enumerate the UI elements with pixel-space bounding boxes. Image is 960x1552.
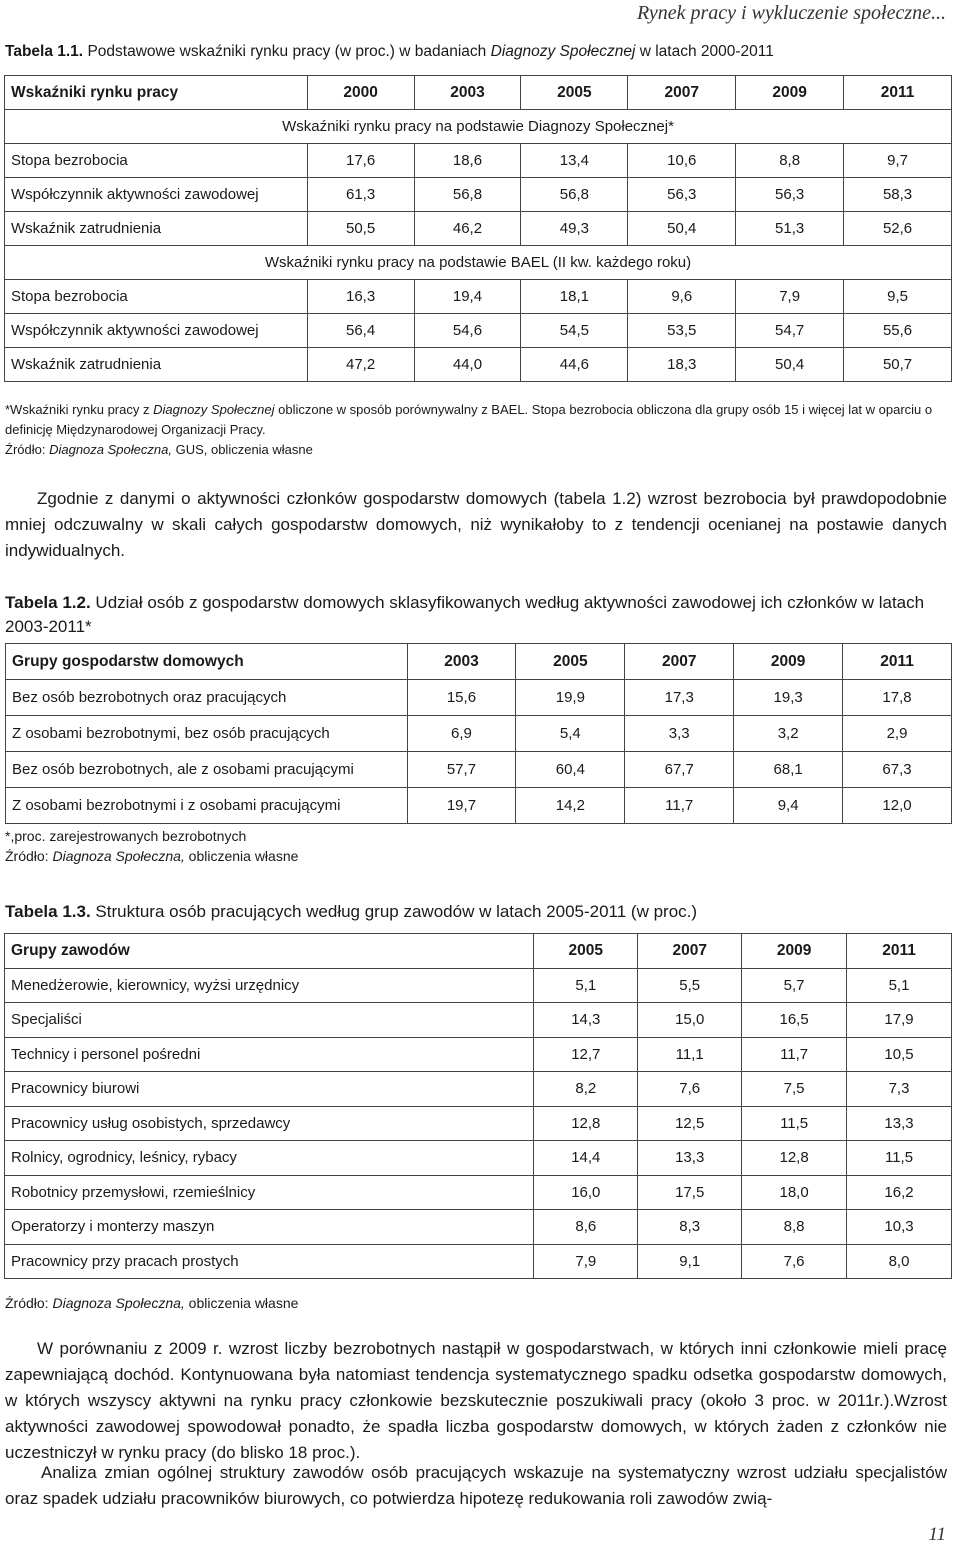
table-cell: 56,3 [736, 178, 844, 212]
table2-caption [5, 591, 953, 639]
table2-source-italic: Diagnoza Społeczna, [52, 848, 185, 864]
table-cell: 53,5 [628, 314, 736, 348]
table-cell: 7,6 [742, 1244, 847, 1279]
table2 [5, 643, 952, 824]
table-cell: 11,7 [742, 1037, 847, 1072]
table1-header-cell: Wskaźniki rynku pracy [5, 76, 308, 110]
table-cell: 17,9 [847, 1003, 952, 1038]
table-cell: 10,3 [847, 1210, 952, 1245]
table2-header-cell: 2003 [407, 644, 516, 680]
table-cell: 10,6 [628, 144, 736, 178]
table3-row-label: Specjaliści [5, 1003, 534, 1038]
table1-note-a: *Wskaźniki rynku pracy z [5, 402, 150, 417]
table-cell: 16,5 [742, 1003, 847, 1038]
table3-row-label: Operatorzy i monterzy maszyn [5, 1210, 534, 1245]
table3-source-italic: Diagnoza Społeczna, [52, 1295, 185, 1311]
table-cell: 18,0 [742, 1175, 847, 1210]
table3 [4, 933, 952, 1279]
table3-source-label: Źródło: [5, 1295, 49, 1311]
table-cell: 12,8 [534, 1106, 638, 1141]
table-row [5, 212, 952, 246]
table3-header-cell: 2009 [742, 934, 847, 969]
table-cell: 15,0 [638, 1003, 742, 1038]
table-cell: 11,5 [742, 1106, 847, 1141]
table-cell: 11,5 [847, 1141, 952, 1176]
table1-source-label: Źródło: [5, 442, 46, 457]
table3-row-label: Robotnicy przemysłowi, rzemieślnicy [5, 1175, 534, 1210]
table-row [5, 1141, 952, 1176]
table-cell: 49,3 [521, 212, 628, 246]
table1-row-label: Wskaźnik zatrudnienia [5, 348, 308, 382]
table-cell: 8,8 [742, 1210, 847, 1245]
table-cell: 8,6 [534, 1210, 638, 1245]
table1-source-rest: GUS, obliczenia własne [175, 442, 313, 457]
table3-source-rest: obliczenia własne [188, 1295, 299, 1311]
paragraph-1: Zgodnie z danymi o aktywności członków gospodarstw domowych (tabela 1.2) wzrost bezrobocia był prawdopodobnie mniej odczuwalny w skali całych gospodarstw domowych, niż wynikałoby to z tendencji ocenianej na postawie danych indywidualnych. [5, 489, 947, 560]
table-cell: 17,6 [307, 144, 414, 178]
table-cell: 12,7 [534, 1037, 638, 1072]
table3-header-row [5, 934, 952, 969]
table2-row-label: Z osobami bezrobotnymi, bez osób pracujących [6, 716, 408, 752]
table3-caption [5, 900, 697, 924]
table-cell: 5,4 [516, 716, 625, 752]
table-cell: 11,1 [638, 1037, 742, 1072]
table-cell: 51,3 [736, 212, 844, 246]
table-cell: 58,3 [844, 178, 952, 212]
table-cell: 3,2 [734, 716, 843, 752]
table-cell: 19,4 [414, 280, 521, 314]
table-cell: 13,4 [521, 144, 628, 178]
table-cell: 9,5 [844, 280, 952, 314]
table-cell: 16,0 [534, 1175, 638, 1210]
table-cell: 13,3 [847, 1106, 952, 1141]
table-cell: 44,6 [521, 348, 628, 382]
table2-row-label: Bez osób bezrobotnych, ale z osobami pracującymi [6, 752, 408, 788]
table-cell: 18,1 [521, 280, 628, 314]
table1-header-row [5, 76, 952, 110]
table-row [5, 1244, 952, 1279]
table-cell: 56,4 [307, 314, 414, 348]
table1-note [5, 400, 953, 460]
table-cell: 5,1 [847, 968, 952, 1003]
table1-row-label: Współczynnik aktywności zawodowej [5, 314, 308, 348]
table-row [6, 752, 952, 788]
table-cell: 7,9 [534, 1244, 638, 1279]
table-cell: 67,3 [843, 752, 952, 788]
paragraph-3: Analiza zmian ogólnej struktury zawodów osób pracujących wskazuje na systematyczny wzrost udziału specjalistów oraz spadek udziału pracowników biurowych, co potwierdza hipotezę redukowania roli zawodów zwią- [5, 1463, 947, 1508]
table2-header-cell: 2007 [625, 644, 734, 680]
table-cell: 16,3 [307, 280, 414, 314]
paragraph-2: W porównaniu z 2009 r. wzrost liczby bezrobotnych nastąpił w gospodarstwach, w których inni członkowie mieli pracę zapewniającą dochód. Kontynuowana była natomiast tendencja systematycznego spadku odsetka gospodarstw domowych, w których wszyscy aktywni na rynku pracy członkowie bezskutecznie poszukiwali pracy (około 3 proc. w 2011r.).Wzrost aktywności zawodowej spowodował ponadto, że spadła liczba gospodarstw domowych, w których żaden z członków nie uczestniczył w rynku pracy (do blisko 18 proc.). [5, 1339, 947, 1462]
table-cell: 7,5 [742, 1072, 847, 1107]
table-row [5, 1072, 952, 1107]
running-head: Rynek pracy i wykluczenie społeczne... [637, 2, 946, 24]
table-cell: 3,3 [625, 716, 734, 752]
table-cell: 50,4 [736, 348, 844, 382]
table3-source [5, 1293, 953, 1313]
table-row [6, 680, 952, 716]
table-cell: 18,6 [414, 144, 521, 178]
table1-note-b: obliczone w sposób porównywalny z BAEL. Stopa bezrobocia obliczona dla grupy osób 15 i więcej lat w oparciu o definicję Międzynarodowej Organizacji Pracy. [5, 402, 933, 437]
table-cell: 5,1 [534, 968, 638, 1003]
table-cell: 7,6 [638, 1072, 742, 1107]
table-cell: 57,7 [407, 752, 516, 788]
table2-source-rest: obliczenia własne [188, 848, 299, 864]
table3-header-cell: Grupy zawodów [5, 934, 534, 969]
table3-caption-label: Tabela 1.3. [5, 902, 91, 921]
page-number: 11 [928, 1524, 946, 1545]
table-cell: 9,4 [734, 788, 843, 824]
table2-caption-text: Udział osób z gospodarstw domowych sklasyfikowanych według aktywności zawodowej ich członków w latach 2003-2011* [5, 593, 925, 636]
table1-note-italic: Diagnozy Społecznej [153, 402, 275, 417]
table-cell: 12,5 [638, 1106, 742, 1141]
table-cell: 8,2 [534, 1072, 638, 1107]
table-cell: 7,9 [736, 280, 844, 314]
table-cell: 19,7 [407, 788, 516, 824]
table-cell: 14,4 [534, 1141, 638, 1176]
table-cell: 12,8 [742, 1141, 847, 1176]
table2-header-cell: 2011 [843, 644, 952, 680]
table1-header-cell: 2003 [414, 76, 521, 110]
table-cell: 56,3 [628, 178, 736, 212]
table2-header-cell: 2005 [516, 644, 625, 680]
table-cell: 9,6 [628, 280, 736, 314]
table-cell: 52,6 [844, 212, 952, 246]
table3-header-cell: 2005 [534, 934, 638, 969]
table-cell: 56,8 [521, 178, 628, 212]
table-cell: 13,3 [638, 1141, 742, 1176]
table1-header-cell: 2009 [736, 76, 844, 110]
table-cell: 5,7 [742, 968, 847, 1003]
table1-section1-label: Wskaźniki rynku pracy na podstawie Diagnozy Społecznej* [5, 110, 952, 144]
table2-note-text: *,proc. zarejestrowanych bezrobotnych [5, 828, 247, 844]
table1-row-label: Wskaźnik zatrudnienia [5, 212, 308, 246]
table-row [5, 348, 952, 382]
table-row [5, 1003, 952, 1038]
table1-header-cell: 2007 [628, 76, 736, 110]
table-row [5, 178, 952, 212]
table3-row-label: Pracownicy biurowi [5, 1072, 534, 1107]
table-cell: 47,2 [307, 348, 414, 382]
table-cell: 55,6 [844, 314, 952, 348]
table-cell: 5,5 [638, 968, 742, 1003]
table-cell: 19,3 [734, 680, 843, 716]
table2-note [5, 826, 953, 866]
table-cell: 15,6 [407, 680, 516, 716]
table3-row-label: Pracownicy przy pracach prostych [5, 1244, 534, 1279]
table-cell: 61,3 [307, 178, 414, 212]
table-cell: 54,6 [414, 314, 521, 348]
table-cell: 54,7 [736, 314, 844, 348]
table1-section2-label: Wskaźniki rynku pracy na podstawie BAEL (II kw. każdego roku) [5, 246, 952, 280]
table-row [5, 968, 952, 1003]
table1-section-row [5, 110, 952, 144]
table-cell: 50,4 [628, 212, 736, 246]
table-cell: 18,3 [628, 348, 736, 382]
table-row [6, 788, 952, 824]
table-cell: 8,0 [847, 1244, 952, 1279]
table3-row-label: Technicy i personel pośredni [5, 1037, 534, 1072]
table-cell: 19,9 [516, 680, 625, 716]
table3-header-cell: 2011 [847, 934, 952, 969]
table-row [6, 716, 952, 752]
table-cell: 16,2 [847, 1175, 952, 1210]
table-cell: 50,5 [307, 212, 414, 246]
table-row [5, 1106, 952, 1141]
table-cell: 11,7 [625, 788, 734, 824]
table-cell: 67,7 [625, 752, 734, 788]
table1-header-cell: 2000 [307, 76, 414, 110]
table1-caption-label: Tabela 1.1. [5, 43, 84, 60]
table-cell: 9,7 [844, 144, 952, 178]
table2-header-cell: Grupy gospodarstw domowych [6, 644, 408, 680]
table-cell: 17,3 [625, 680, 734, 716]
table3-row-label: Rolnicy, ogrodnicy, leśnicy, rybacy [5, 1141, 534, 1176]
table2-source-label: Źródło: [5, 848, 49, 864]
table-cell: 56,8 [414, 178, 521, 212]
table2-header-row [6, 644, 952, 680]
table-cell: 10,5 [847, 1037, 952, 1072]
table-cell: 17,8 [843, 680, 952, 716]
table1-row-label: Współczynnik aktywności zawodowej [5, 178, 308, 212]
table-cell: 8,3 [638, 1210, 742, 1245]
table3-row-label: Menedżerowie, kierownicy, wyżsi urzędnicy [5, 968, 534, 1003]
table1-row-label: Stopa bezrobocia [5, 144, 308, 178]
table-cell: 2,9 [843, 716, 952, 752]
table1-caption-text-a: Podstawowe wskaźniki rynku pracy (w proc.) w badaniach [87, 43, 487, 60]
table1 [4, 75, 952, 382]
table2-caption-label: Tabela 1.2. [5, 593, 91, 612]
table-cell: 14,2 [516, 788, 625, 824]
table-cell: 6,9 [407, 716, 516, 752]
table-cell: 8,8 [736, 144, 844, 178]
table1-source-italic: Diagnoza Społeczna, [49, 442, 172, 457]
table-cell: 12,0 [843, 788, 952, 824]
table-cell: 9,1 [638, 1244, 742, 1279]
table1-caption-italic: Diagnozy Społecznej [490, 43, 636, 60]
table2-header-cell: 2009 [734, 644, 843, 680]
table-row [5, 1037, 952, 1072]
table-cell: 54,5 [521, 314, 628, 348]
table2-row-label: Bez osób bezrobotnych oraz pracujących [6, 680, 408, 716]
table-row [5, 1210, 952, 1245]
table2-row-label: Z osobami bezrobotnymi i z osobami pracującymi [6, 788, 408, 824]
table-cell: 46,2 [414, 212, 521, 246]
table1-caption [5, 40, 774, 64]
table-row [5, 144, 952, 178]
table-cell: 17,5 [638, 1175, 742, 1210]
table1-row-label: Stopa bezrobocia [5, 280, 308, 314]
table3-caption-text: Struktura osób pracujących według grup zawodów w latach 2005-2011 (w proc.) [95, 902, 698, 921]
table-row [5, 314, 952, 348]
table3-header-cell: 2007 [638, 934, 742, 969]
table-cell: 44,0 [414, 348, 521, 382]
table-cell: 14,3 [534, 1003, 638, 1038]
table-cell: 50,7 [844, 348, 952, 382]
table-row [5, 280, 952, 314]
table-row [5, 1175, 952, 1210]
table1-header-cell: 2011 [844, 76, 952, 110]
table-cell: 68,1 [734, 752, 843, 788]
table-cell: 7,3 [847, 1072, 952, 1107]
table-cell: 60,4 [516, 752, 625, 788]
table1-caption-text-b: w latach 2000-2011 [639, 43, 774, 60]
table1-section-row [5, 246, 952, 280]
table3-row-label: Pracownicy usług osobistych, sprzedawcy [5, 1106, 534, 1141]
table1-header-cell: 2005 [521, 76, 628, 110]
